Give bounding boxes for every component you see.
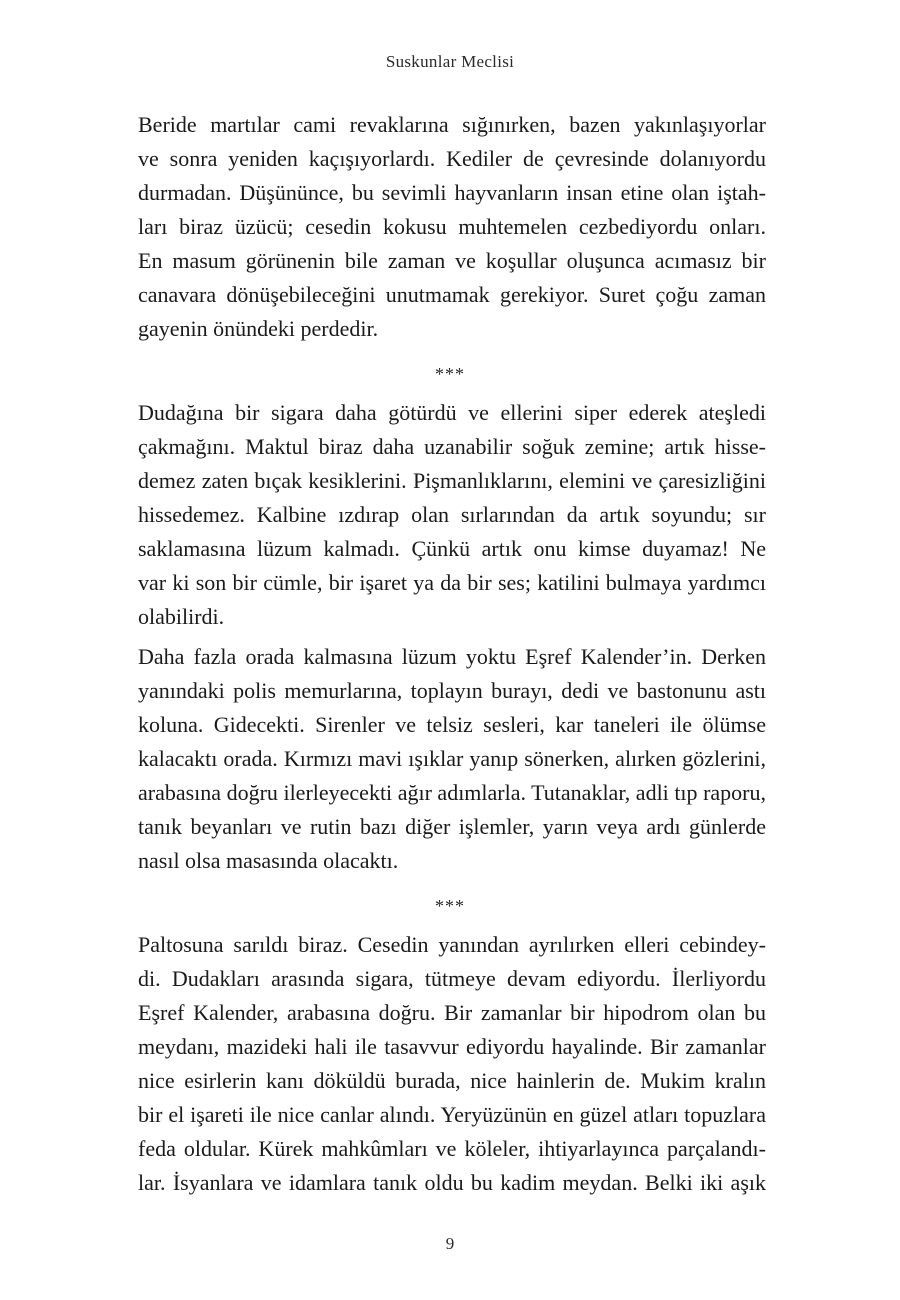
paragraph-3 <box>138 640 766 878</box>
text-line: ve sonra yeniden kaçışıyorlardı. Kediler de çevresinde dolanıyordu <box>138 146 766 171</box>
text-line: durmadan. Düşününce, bu sevimli hayvanların insan etine olan iştah- <box>138 180 766 205</box>
text-line: yanındaki polis memurlarına, toplayın burayı, dedi ve bastonunu astı <box>138 678 766 703</box>
text-line: kalacaktı orada. Kırmızı mavi ışıklar yanıp sönerken, alırken gözlerini, <box>138 746 766 771</box>
text-line: Eşref Kalender, arabasına doğru. Bir zamanlar bir hipodrom olan bu <box>138 1000 766 1025</box>
text-line: feda oldular. Kürek mahkûmları ve köleler, ihtiyarlayınca parçalandı- <box>138 1136 766 1161</box>
text-line: var ki son bir cümle, bir işaret ya da bir ses; katilini bulmaya yardımcı <box>138 570 766 595</box>
text-line: canavara dönüşebileceğini unutmamak gerekiyor. Suret çoğu zaman <box>138 282 766 307</box>
paragraph-2 <box>138 396 766 634</box>
text-line: Paltosuna sarıldı biraz. Cesedin yanından ayrılırken elleri cebindey- <box>138 932 766 957</box>
text-line: tanık beyanları ve rutin bazı diğer işlemler, yarın veya ardı günlerde <box>138 814 766 839</box>
text-line: lar. İsyanlara ve idamlara tanık oldu bu kadim meydan. Belki iki aşık <box>138 1170 766 1195</box>
text-line: hissedemez. Kalbine ızdırap olan sırlarından da artık soyundu; sır <box>138 502 766 527</box>
text-line: çakmağını. Maktul biraz daha uzanabilir soğuk zemine; artık hisse- <box>138 434 766 459</box>
text-line: olabilirdi. <box>138 604 225 629</box>
text-line: koluna. Gidecekti. Sirenler ve telsiz sesleri, kar taneleri ile ölümse <box>138 712 766 737</box>
text-line: meydanı, mazideki hali ile tasavvur ediyordu hayalinde. Bir zamanlar <box>138 1034 766 1059</box>
text-line: bir el işareti ile nice canlar alındı. Yeryüzünün en güzel atları topuzlara <box>138 1102 766 1127</box>
section-separator: *** <box>435 364 465 384</box>
text-line: nasıl olsa masasında olacaktı. <box>138 848 399 873</box>
text-line: nice esirlerin kanı döküldü burada, nice hainlerin de. Mukim kralın <box>138 1068 766 1093</box>
page-number: 9 <box>445 1234 455 1253</box>
paragraph-1 <box>138 108 766 346</box>
text-line: Daha fazla orada kalmasına lüzum yoktu Eşref Kalender’in. Derken <box>138 644 766 669</box>
section-separator: *** <box>435 896 465 916</box>
text-line: gayenin önündeki perdedir. <box>138 316 379 341</box>
text-line: saklamasına lüzum kalmadı. Çünkü artık onu kimse duyamaz! Ne <box>138 536 766 561</box>
text-line: En masum görünenin bile zaman ve koşullar oluşunca acımasız bir <box>138 248 766 273</box>
text-line: di. Dudakları arasında sigara, tütmeye devam ediyordu. İlerliyordu <box>138 966 766 991</box>
text-line: Beride martılar cami revaklarına sığınırken, bazen yakınlaşıyorlar <box>138 112 766 137</box>
text-line: arabasına doğru ilerleyecekti ağır adımlarla. Tutanaklar, adli tıp raporu, <box>138 780 766 805</box>
text-line: Dudağına bir sigara daha götürdü ve ellerini siper ederek ateşledi <box>138 400 766 425</box>
running-header: Suskunlar Meclisi <box>385 52 515 71</box>
paragraph-4 <box>138 928 766 1200</box>
text-line: demez zaten bıçak kesiklerini. Pişmanlıklarını, elemini ve çaresizliğini <box>138 468 766 493</box>
text-line: ları biraz üzücü; cesedin kokusu muhtemelen cezbediyordu onları. <box>138 214 766 239</box>
